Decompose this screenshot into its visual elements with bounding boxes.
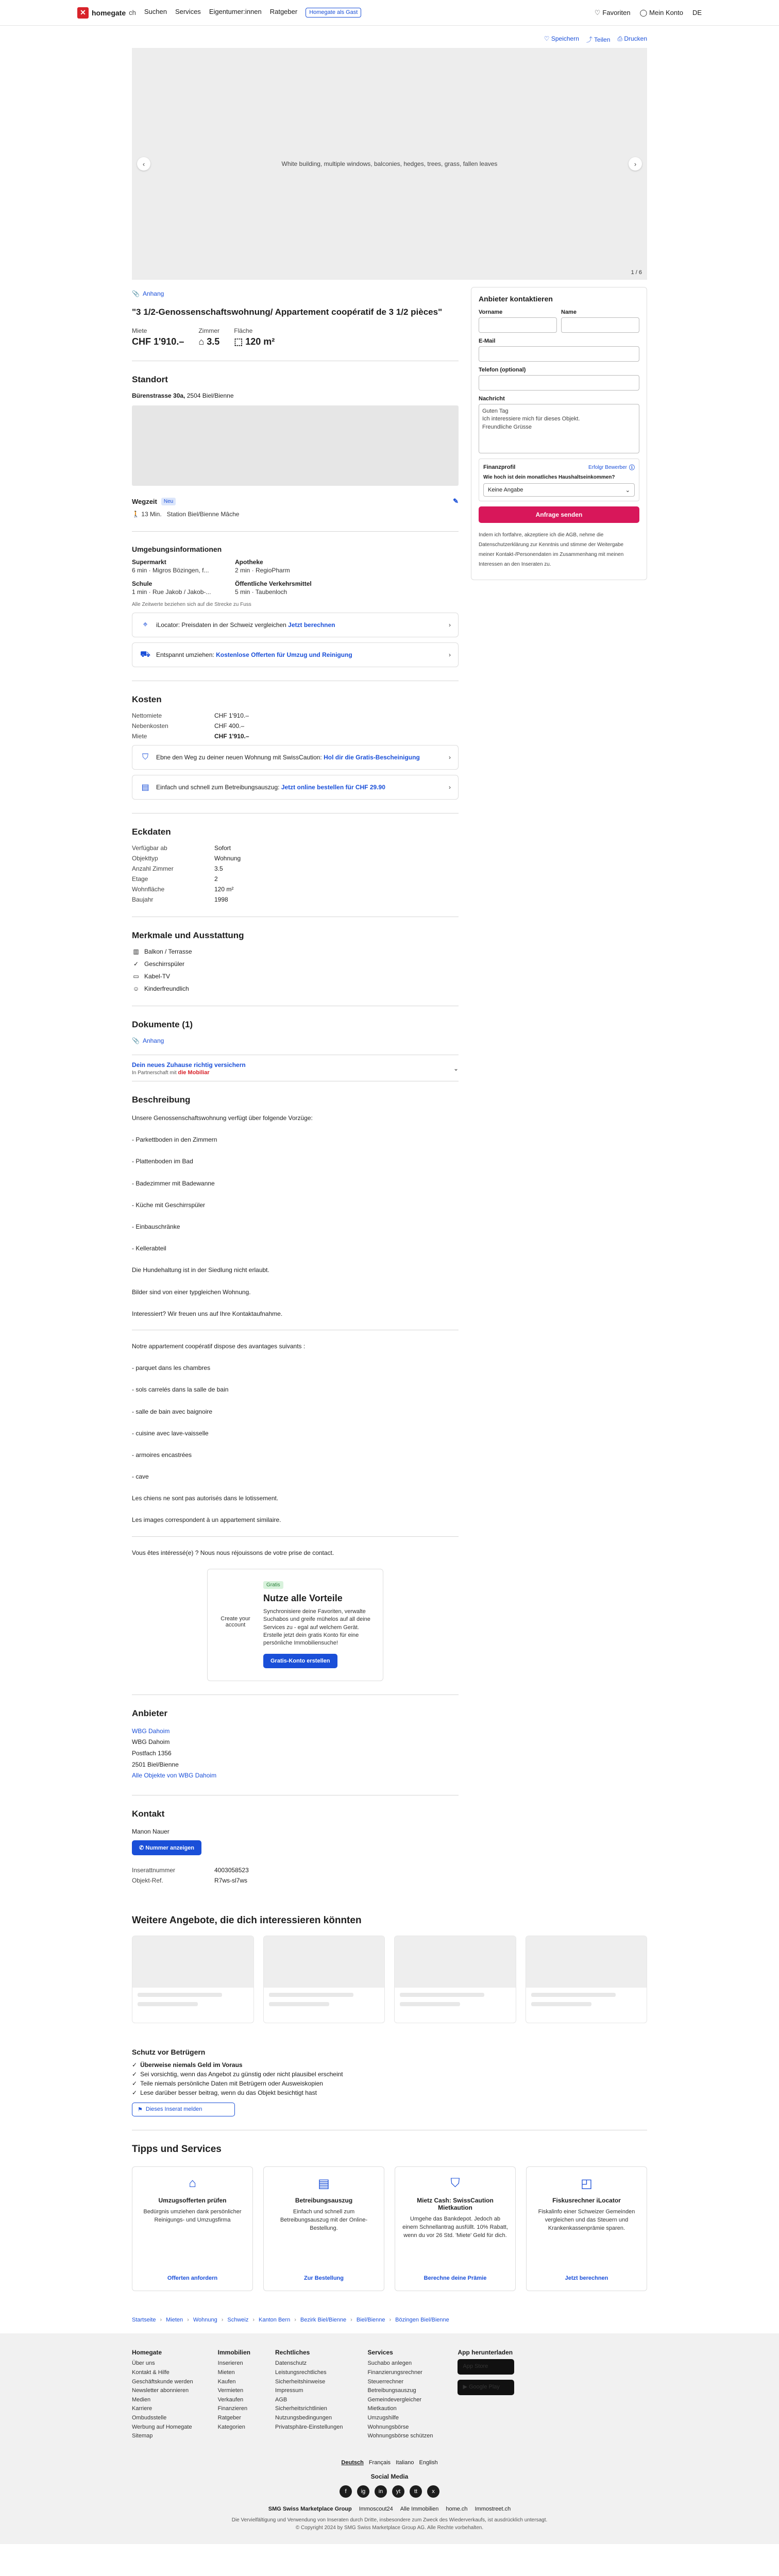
tip-card-moving: ⌂ Umzugsofferten prüfen Bedürgnis umziehen dank persönlicher Reinigungs- und Umzugsfirma Offerten anfordern (132, 2166, 253, 2291)
check-icon: ✓ (132, 2061, 138, 2069)
nav-services[interactable]: Services (175, 8, 201, 16)
map-icon: ◰ (581, 2177, 592, 2191)
moving-offers-card[interactable]: ⛟ Entspannt umziehen: Kostenlose Offerten für Umzug und Reinigung › (132, 642, 459, 667)
request-offers-link[interactable]: Offerten anfordern (167, 2275, 218, 2282)
favorites-link[interactable]: ♡ Favoriten (594, 8, 631, 16)
documents-heading: Dokumente (1) (132, 1020, 193, 1030)
tip-card-ilocator: ◰ Fiskusrechner iLocator Fiskalinfo einer Schweizer Gemeinden vergleichen und das Steuern und Krankenkassenprämie sparen. Jetzt berechnen (526, 2166, 647, 2291)
social-links (0, 2485, 779, 2498)
tips-list (132, 2166, 647, 2291)
costs-table: Nettomiete CHF 1'910.– Nebenkosten CHF 400.– Miete CHF 1'910.– (132, 712, 249, 740)
ilocator-card[interactable]: ⌖ iLocator: Preisdaten in der Schweiz vergleichen Jetzt berechnen › (132, 613, 459, 637)
debt-extract-card[interactable]: ▤ Einfach und schnell zum Betreibungsauszug: Jetzt online bestellen für CHF 29.90 › (132, 775, 459, 800)
chevron-down-icon: ⌄ (453, 1065, 459, 1073)
address: Bürenstrasse 30a, 2504 Biel/Bienne (132, 392, 234, 400)
youtube-icon[interactable]: yt (392, 2485, 404, 2498)
location-heading: Standort (132, 375, 168, 385)
features-heading: Merkmale und Ausstattung (132, 930, 244, 941)
list-item: ✓ Teile niemals persönliche Daten mit Betrügern oder Ausweiskopien (132, 2080, 323, 2088)
logo-icon: ✕ (77, 7, 89, 19)
offer-card[interactable] (263, 1936, 385, 2023)
nav-suchen[interactable]: Suchen (144, 8, 167, 16)
report-listing-button[interactable]: ⚑ Dieses Inserat melden (132, 2103, 235, 2116)
order-link[interactable]: Zur Bestellung (303, 2275, 344, 2282)
tip-card-extract: ▤ Betreibungsauszug Einfach und schnell zum Betreibungsauszug mit der Online-Bestellung. Zur Bestellung (263, 2166, 384, 2291)
app-store-button[interactable]: App Store (458, 2359, 514, 2375)
paperclip-icon: 📎 (132, 1037, 140, 1045)
location-map[interactable] (132, 405, 459, 486)
mobiliar-logo: die Mobiliar (178, 1070, 210, 1076)
guest-badge[interactable]: Homegate als Gast (306, 8, 361, 17)
truck-icon: ⛟ (140, 650, 151, 659)
footer-col-homegate: Homegate Über uns Kontakt & Hilfe Geschäftskunde werden Newsletter abonnieren Medien Karriere Ombudsstelle Werbung auf Homegate Sitemap (132, 2349, 193, 2439)
insurance-banner[interactable]: Dein neues Zuhause richtig versichern In Partnerschaft mit die Mobiliar ⌄ (132, 1061, 459, 1076)
keydata-table: Verfügbar ab Sofort Objekttyp Wohnung Anzahl Zimmer 3.5 Etage 2 Wohnfläche 120 m² Baujahr 1998 (132, 844, 241, 904)
document-icon: ▤ (318, 2177, 330, 2191)
environment-grid: Supermarkt 6 min · Migros Bözingen, f... Apotheke 2 min · RegioPharm Schule 1 min · Rue Jakob / Jakob-... Öffentliche Verkehrsmittel 5 min · Taubenloch (132, 558, 312, 596)
instagram-icon[interactable]: ig (357, 2485, 369, 2498)
fraud-protection: Schutz vor Betrügern ✓ Überweise niemals Geld im Voraus ✓ Sei vorsichtig, wenn das Angebot zu günstig oder nicht plausibel erscheint ✓ Teile niemals persönliche Daten mit Betrügern oder Ausweiskopien ✓ Lese darüber besser beitrag, wenn du das Objekt besichtigt hast ⚑ Dieses Inserat melden (132, 2048, 647, 2116)
feature-dishwasher: ✓ Geschirrspüler (132, 960, 459, 968)
last-name-input[interactable] (561, 317, 639, 333)
footer: Homegate Über uns Kontakt & Hilfe Geschäftskunde werden Newsletter abonnieren Medien Karriere Ombudsstelle Werbung auf Homegate Sitemap Immobilien Inserieren Mieten Kaufen Vermieten Verkaufen Finanzieren Ratgeber Kategorien Rechtliches Datenschutz Leistungsrechtliches Sicherheitshinweise Impressum AGB Sicherheitsrichtlinien Nutzungsbedingungen Privatsphäre-Einstellungen Services Suchabo anlegen Finanzierungsrechner Steuerrechner Betreibungsauszug Gemeindevergleicher Mietkaution Umzugshilfe Wohnungsbörse Wohnungsbörse schützen App herunterladen App Store ▶ Google Play Deutsch Français Italiano English Social Media f ig in yt tt x SMG Swiss Marketplace Group Immoscout24 Alle Immobilien home.ch Immostreet.ch Die Vervielfältigung und Verwendung von Inseraten durch Dritte, insbesondere zum Zweck des Wiederverkaufs, ist ausdrücklich untersagt. © Copyright 2024 by SMG Swiss Marketplace Group AG. Alle Rechte vorbehalten. (0, 2333, 779, 2544)
phone-icon: ✆ (139, 1845, 146, 1852)
info-icon: ⓘ (629, 465, 635, 471)
footer-col-app: App herunterladen App Store ▶ Google Play (458, 2349, 514, 2441)
description-text: Unsere Genossenschaftswohnung verfügt über folgende Vorzüge: - Parkettboden in den Zimmern - Plattenboden im Bad - Badezimmer mit Badewanne - Küche mit Geschirrspüler - Einbauschränke - Kellerabteil Die Hundehaltung ist in der Siedlung nicht erlaubt. Bilder sind von einer typgleichen Wohnung. Interessiert? Wir freuen uns auf Ihre Kontaktaufnahme. Notre appartement coopératif dispose des avantages suivants : - parquet dans les chambres - sols carrelés dans la salle de bain - salle de bain avec baignoire - cuisine avec lave-vaisselle - armoires encastrées - cave Les chiens ne sont pas autorisés dans le lotissement. Les images correspondent à un appartement similaire. Vous êtes intéressé(e) ? Nous nous réjouissons de votre prise de contact. (132, 1112, 459, 1558)
listing-actions (132, 26, 647, 48)
homegate-logo[interactable]: ✕ homegate ch (77, 7, 136, 19)
more-offers-heading: Weitere Angebote, die dich interessieren könnten (132, 1915, 362, 1926)
area-value: ⬚ 120 m² (234, 336, 275, 347)
save-button[interactable]: ♡ Speichern (544, 35, 579, 42)
listing-ids: Inserattnummer 4003058523 Objekt-Ref. R7ws-sl7ws (132, 1867, 249, 1885)
provider-all-objects-link[interactable]: Alle Objekte von WBG Dahoim (132, 1772, 217, 1780)
heart-icon: ♡ (594, 8, 601, 16)
first-name-input[interactable] (479, 317, 557, 333)
copyright: Die Vervielfältigung und Verwendung von Inseraten durch Dritte, insbesondere zum Zweck des Wiederverkaufs, ist ausdrücklich untersagt. © Copyright 2024 by SMG Swiss Marketplace Group AG. Alle Rechte vorbehalten. (231, 2517, 548, 2531)
calculate-premium-link[interactable]: Berechne deine Prämie (424, 2275, 487, 2282)
gallery-prev-icon[interactable]: ‹ (137, 157, 150, 171)
shield-icon: ⛉ (450, 2176, 460, 2191)
chevron-right-icon: › (449, 754, 451, 761)
description-heading: Beschreibung (132, 1095, 191, 1105)
email-input[interactable] (479, 346, 639, 362)
list-item: ✓ Lese darüber besser beitrag, wenn du das Objekt besichtigt hast (132, 2089, 317, 2097)
child-icon: ☺ (132, 985, 140, 993)
travel-time-row: 🚶 13 Min. Station Biel/Bienne Mâche (132, 511, 240, 518)
create-account-button[interactable]: Gratis-Konto erstellen (263, 1654, 337, 1668)
gallery-counter: 1 / 6 (631, 269, 642, 276)
shield-icon: ⛉ (142, 753, 148, 762)
check-icon: ✓ (132, 2080, 138, 2088)
top-navigation (0, 0, 779, 26)
finance-link[interactable]: Erfolgr Bewerber (588, 464, 627, 470)
share-button[interactable]: ⤴ Teilen (586, 36, 611, 43)
key-facts: Miete CHF 1'910.– Zimmer ⌂ 3.5 Fläche ⬚ 120 m² (132, 327, 275, 347)
group-links: SMG Swiss Marketplace Group Immoscout24 Alle Immobilien home.ch Immostreet.ch (268, 2505, 511, 2512)
costs-heading: Kosten (132, 694, 162, 705)
environment-heading: Umgebungsinformationen (132, 545, 222, 554)
document-link[interactable]: 📎 Anhang (132, 1037, 164, 1045)
travel-time-header: Wegzeit Neu ✎ (132, 497, 459, 505)
show-number-button[interactable]: ✆ Nummer anzeigen (132, 1840, 201, 1855)
language-selector: Deutsch Français Italiano English (341, 2459, 438, 2466)
gallery-image-caption: White building, multiple windows, balconies, hedges, trees, grass, fallen leaves (281, 160, 498, 167)
feature-balcony: ▥ Balkon / Terrasse (132, 948, 459, 955)
send-inquiry-button[interactable]: Anfrage senden (479, 506, 639, 523)
tip-card-caution: ⛉ Mietz Cash: SwissCaution Mietkaution Umgehe das Bankdepot. Jedoch ab einem Schnellantrag ausfüllt. 10% Rabatt, wenn du vor 26 Std. 'Miete' Geld für dich. Berechne deine Prämie (395, 2166, 516, 2291)
linkedin-icon[interactable]: in (375, 2485, 387, 2498)
x-icon[interactable]: x (427, 2485, 439, 2498)
offer-card[interactable] (394, 1936, 516, 2023)
rent-value: CHF 1'910.– (132, 336, 184, 347)
finance-profile: Finanzprofil Erfolgr Bewerber ⓘ Wie hoch ist dein monatliches Haushaltseinkommen? Keine Angabe ⌄ (479, 459, 639, 501)
door-icon: ⌂ (198, 336, 207, 347)
chevron-right-icon: › (449, 784, 451, 791)
account-promo: Create your account Gratis Nutze alle Vorteile Synchronisiere deine Favoriten, verwalte Suchabos und greife mühelos auf all deine Services zu - egal auf welchem Gerät. Erstelle jetzt dein gratis Konto für eine persönliche Immobiliensuche! Gratis-Konto erstellen (207, 1569, 383, 1681)
footer-col-immobilien: Immobilien Inserieren Mieten Kaufen Vermieten Verkaufen Finanzieren Ratgeber Kategorien (217, 2349, 250, 2430)
image-gallery[interactable] (132, 48, 647, 280)
list-item: ✓ Überweise niemals Geld im Voraus (132, 2061, 243, 2069)
footer-col-rechtliches: Rechtliches Datenschutz Leistungsrechtliches Sicherheitshinweise Impressum AGB Sicherheitsrichtlinien Nutzungsbedingungen Privatsphäre-Einstellungen (275, 2349, 343, 2430)
main-nav (144, 8, 362, 17)
house-check-icon: ⌂ (189, 2176, 196, 2191)
edit-icon[interactable]: ✎ (453, 497, 459, 505)
language-switch[interactable]: DE (692, 9, 702, 16)
legal-text: Indem ich fortfahre, akzeptiere ich die AGB, nehme die Datenschutzerklärung zur Kenntnis und stimme der Weitergabe meiner Kontakt-/Personendaten im Zusammenhang mit meinen Interessen an den Inseraten zu. (479, 532, 624, 567)
document-icon: ▤ (141, 783, 149, 792)
feature-kids: ☺ Kinderfreundlich (132, 985, 189, 993)
pin-icon: ⌖ (143, 620, 148, 630)
print-button[interactable]: ⎙ Drucken (617, 35, 647, 42)
offer-card[interactable] (526, 1936, 648, 2023)
check-icon: ✓ (133, 960, 139, 968)
play-icon: ▶ (463, 2383, 469, 2390)
swisscaution-card[interactable]: ⛉ Ebne den Weg zu deiner neuen Wohnung mit SwissCaution: Hol dir die Gratis-Bescheinigung › (132, 745, 459, 770)
tiktok-icon[interactable]: tt (410, 2485, 422, 2498)
listing-title: "3 1/2-Genossenschaftswohnung/ Appartement coopératif de 3 1/2 pièces" (132, 307, 443, 317)
balcony-icon: ▥ (133, 948, 139, 956)
list-item: ✓ Sei vorsichtig, wenn das Angebot zu günstig oder nicht plausibel erscheint (132, 2071, 343, 2078)
attachment-link[interactable]: 📎 Anhang (132, 290, 164, 297)
chevron-right-icon: › (449, 651, 451, 659)
area-icon: ⬚ (234, 336, 246, 347)
contact-form: Anbieter kontaktieren Vorname Name E-Mail Telefon (optional) Nachricht Guten Tag Ich interessiere mich für dieses Objekt. Freundliche Grüsse Finanzprofil Erfolgr Bewerber ⓘ Wie hoch ist dein monatliches Haushaltseinkommen? Keine Angabe ⌄ Anfrage senden Indem ich fortfahre, akzeptiere ich die AGB, nehme die Datenschutzerklärung zur Kenntnis und stimme der Weitergabe meiner Kontakt-/Personendaten im Zusammenhang mit meinen Interessen an den Inseraten zu. (471, 287, 647, 580)
more-offers-list (132, 1936, 647, 2023)
tips-heading: Tipps und Services (132, 2144, 222, 2155)
facebook-icon[interactable]: f (340, 2485, 352, 2498)
message-textarea[interactable]: Guten Tag Ich interessiere mich für dieses Objekt. Freundliche Grüsse (479, 404, 639, 453)
account-link[interactable]: ◯ Mein Konto (639, 8, 683, 16)
chevron-right-icon: › (449, 621, 451, 629)
user-icon: ◯ (639, 8, 648, 16)
paperclip-icon: 📎 (132, 290, 140, 297)
flag-icon: ⚑ (138, 2107, 143, 2113)
google-play-button[interactable]: ▶ Google Play (458, 2380, 514, 2395)
gallery-next-icon[interactable]: › (629, 157, 642, 171)
provider-info: WBG Dahoim WBG Dahoim Postfach 1356 2501 Biel/Bienne Alle Objekte von WBG Dahoim (132, 1727, 217, 1780)
chevron-down-icon: ⌄ (625, 487, 630, 494)
provider-link[interactable]: WBG Dahoim (132, 1727, 170, 1735)
nav-ratgeber[interactable]: Ratgeber (269, 8, 298, 16)
footer-col-services: Services Suchabo anlegen Finanzierungsrechner Steuerrechner Betreibungsauszug Gemeindevergleicher Mietkaution Umzugshilfe Wohnungsbörse Wohnungsbörse schützen (367, 2349, 433, 2439)
contact-heading: Kontakt (132, 1808, 165, 1819)
nav-eigentuemer[interactable]: Eigentumer:innen (209, 8, 262, 16)
income-select[interactable]: Keine Angabe ⌄ (483, 483, 635, 497)
feature-cable-tv: ▭ Kabel-TV (132, 973, 459, 980)
breadcrumb: Startseite › Mieten › Wohnung › Schweiz › Kanton Bern › Bezirk Biel/Bienne › Biel/Bienne › Bözingen Biel/Bienne (132, 2317, 449, 2324)
offer-card[interactable] (132, 1936, 254, 2023)
walk-icon: 🚶 (132, 511, 140, 518)
check-icon: ✓ (132, 2071, 138, 2078)
promo-illustration: Create your account (221, 1615, 250, 1628)
tv-icon: ▭ (133, 973, 139, 980)
new-badge: Neu (161, 498, 176, 505)
listing-main: 📎 Anhang "3 1/2-Genossenschaftswohnung/ Appartement coopératif de 3 1/2 pièces" Miete CHF 1'910.– Zimmer ⌂ 3.5 Fläche ⬚ 120 m² Standort Bürenstrasse 30a, 2504 Biel/Bienne Wegzeit Neu ✎ 🚶 13 Min. Station Biel/Bienne Mâche Umgebungsinformationen Supermarkt 6 min · Migros Bözingen, f... Apotheke 2 min · RegioPharm Schule 1 min · Rue Jakob / Jakob-... Öffentliche Verkehrsmittel 5 min · Taubenloch Alle Zeitwerte beziehen sich auf die Strecke zu Fuss ⌖ iLocator: Preisdaten in der Schweiz vergleichen Jetzt berechnen › ⛟ Entspannt umziehen: Kostenlose Offerten für Umzug und Reinigung › Kosten Nettomiete CHF 1'910.– Nebenkosten CHF 400.– Miete CHF 1'910.– ⛉ Ebne den Weg zu deiner neuen Wohnung mit SwissCaution: Hol dir die Gratis-Bescheinigung › ▤ Einfach und schnell zum Betreibungsauszug: Jetzt online bestellen für CHF 29.90 › Eckdaten Verfügbar ab Sofort Objekttyp Wohnung Anzahl Zimmer 3.5 Etage 2 Wohnfläche 120 m² Baujahr 1998 Merkmale und Ausstattung ▥ Balkon / Terrasse ✓ Geschirrspüler ▭ Kabel-TV ☺ Kinderfreundlich Dokumente (1) 📎 Anhang Dein neues Zuhause richtig versichern In Partnerschaft mit die Mobiliar ⌄ Beschreibung Unsere Genossenschaftswohnung verfügt über folgende Vorzüge: - Parkettboden in den Zimmern - Plattenboden im Bad - Badezimmer mit Badewanne - Küche mit Geschirrspüler - Einbauschränke - Kellerabteil Die Hundehaltung ist in der Siedlung nicht erlaubt. Bilder sind von einer typgleichen Wohnung. Interessiert? Wir freuen uns auf Ihre Kontaktaufnahme. Notre appartement coopératif dispose des avantages suivants : - parquet dans les chambres - sols carrelés dans la salle de bain - salle de bain avec baignoire - cuisine avec lave-vaisselle - armoires encastrées - cave Les chiens ne sont pas autorisés dans le lotissement. Les images correspondent à un appartement similaire. Vous êtes intéressé(e) ? Nous nous réjouissons de votre prise de contact. Create your account Gratis Nutze alle Vorteile Synchronisiere deine Favoriten, verwalte Suchabos und greife mühelos auf all deine Services zu - egal auf welchem Gerät. Erstelle jetzt dein gratis Konto für eine persönliche Immobiliensuche! Gratis-Konto erstellen Anbieter WBG Dahoim WBG Dahoim Postfach 1356 2501 Biel/Bienne Alle Objekte von WBG Dahoim Kontakt Manon Nauer ✆ Nummer anzeigen Inserattnummer 4003058523 Objekt-Ref. R7ws-sl7ws (132, 290, 459, 1885)
keydata-heading: Eckdaten (132, 827, 171, 837)
calculate-now-link[interactable]: Jetzt berechnen (565, 2275, 608, 2282)
check-icon: ✓ (132, 2089, 138, 2097)
rooms-value: ⌂ 3.5 (198, 336, 220, 347)
phone-input[interactable] (479, 375, 639, 391)
provider-heading: Anbieter (132, 1708, 167, 1718)
